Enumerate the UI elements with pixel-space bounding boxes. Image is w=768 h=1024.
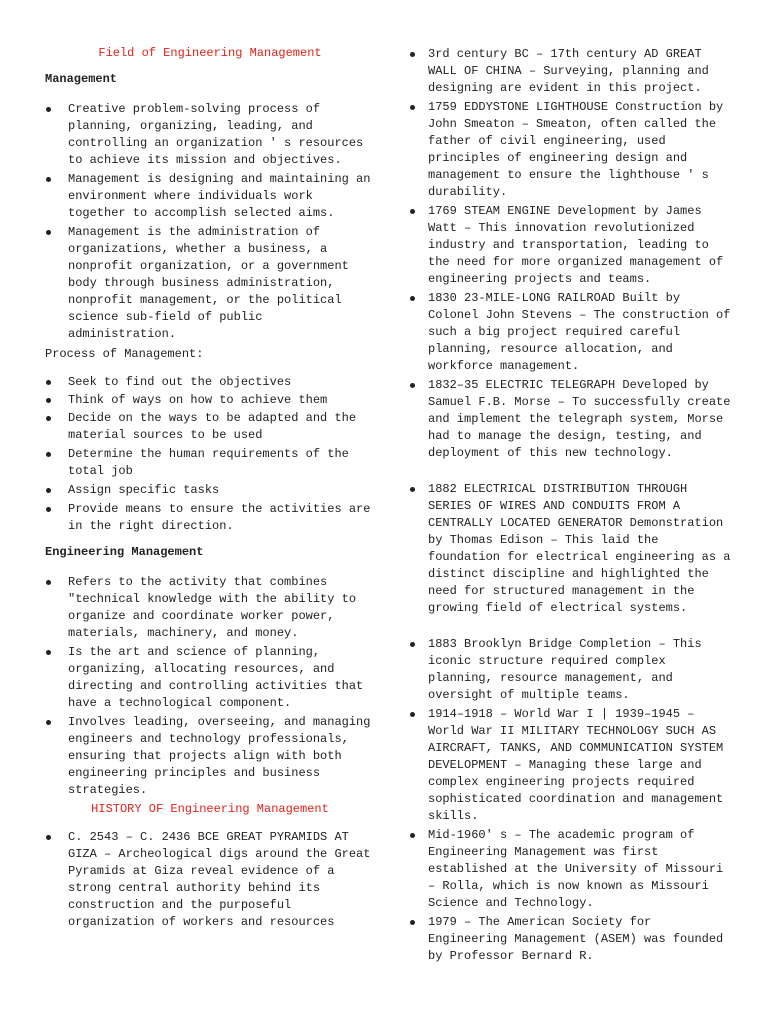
list-item: Decide on the ways to be adapted and the material sources to be used: [45, 410, 375, 444]
list-item: 1769 STEAM ENGINE Development by James Watt – This innovation revolutionized industry and transportation, leading to the need for more organized management of engineering projects and teams.: [409, 203, 731, 288]
list-item: 1914–1918 – World War I | 1939–1945 – World War II MILITARY TECHNOLOGY SUCH AS AIRCRAFT, TANKS, AND COMMUNICATION SYSTEM DEVELOPMENT – Managing these large and complex engineering projects required sophisticated coordination and management skills.: [409, 706, 731, 825]
list-item: 1759 EDDYSTONE LIGHTHOUSE Construction by John Smeaton – Smeaton, often called the father of civil engineering, used principles of engineering design and management to ensure the lighthouse ' s durability.: [409, 99, 731, 201]
list-item: Involves leading, overseeing, and managing engineers and technology professionals, ensuring that projects align with both engineering principles and business strategies.: [45, 714, 375, 799]
list-item: Determine the human requirements of the total job: [45, 446, 375, 480]
management-heading: Management: [45, 72, 118, 86]
engineering-management-heading: Engineering Management: [45, 545, 204, 559]
list-item: Refers to the activity that combines "technical knowledge with the ability to organize and coordinate worker power, materials, machinery, and money.: [45, 574, 375, 642]
process-list: [45, 374, 375, 535]
left-column: [45, 0, 375, 931]
management-list: [45, 101, 375, 343]
engineering-management-list: [45, 574, 375, 799]
list-item: 1882 ELECTRICAL DISTRIBUTION THROUGH SERIES OF WIRES AND CONDUITS FROM A CENTRALLY LOCATED GENERATOR Demonstration by Thomas Edison – This laid the foundation for electrical engineering as a distinct discipline and highlighted the need for structured management in the growing field of electrical systems.: [409, 481, 731, 634]
right-column: [409, 46, 731, 965]
history-list-right: [409, 46, 731, 965]
list-item: 1830 23-MILE-LONG RAILROAD Built by Colonel John Stevens – The construction of such a big project required careful planning, resource allocation, and workforce management.: [409, 290, 731, 375]
list-item: Assign specific tasks: [45, 482, 375, 499]
process-heading: Process of Management:: [45, 347, 204, 361]
list-item: Creative problem-solving process of planning, organizing, leading, and controlling an organization ' s resources to achieve its mission and objectives.: [45, 101, 375, 169]
list-item: Provide means to ensure the activities are in the right direction.: [45, 501, 375, 535]
history-heading: HISTORY OF Engineering Management: [91, 802, 329, 816]
list-item: Think of ways on how to achieve them: [45, 392, 375, 409]
history-list-left: [45, 829, 375, 931]
list-item: 3rd century BC – 17th century AD GREAT WALL OF CHINA – Surveying, planning and designing are evident in this project.: [409, 46, 731, 97]
list-item: Management is the administration of organizations, whether a business, a nonprofit organization, or a government body through business administration, nonprofit management, or the political science sub-field of public administration.: [45, 224, 375, 343]
list-item: 1832–35 ELECTRIC TELEGRAPH Developed by Samuel F.B. Morse – To successfully create and implement the telegraph system, Morse had to manage the design, testing, and deployment of this new technology.: [409, 377, 731, 479]
list-item: Is the art and science of planning, organizing, allocating resources, and directing and controlling activities that have a technological component.: [45, 644, 375, 712]
list-item: Management is designing and maintaining an environment where individuals work together to accomplish selected aims.: [45, 171, 375, 222]
list-item: Seek to find out the objectives: [45, 374, 375, 391]
list-item: C. 2543 – C. 2436 BCE GREAT PYRAMIDS AT GIZA – Archeological digs around the Great Pyramids at Giza reveal evidence of a strong central authority behind its construction and the purposeful organization of workers and resources: [45, 829, 375, 931]
list-item: 1883 Brooklyn Bridge Completion – This iconic structure required complex planning, resource management, and oversight of multiple teams.: [409, 636, 731, 704]
document-title: Field of Engineering Management: [98, 46, 322, 60]
list-item: Mid-1960' s – The academic program of Engineering Management was first established at the University of Missouri – Rolla, which is now known as Missouri Science and Technology.: [409, 827, 731, 912]
list-item: 1979 – The American Society for Engineering Management (ASEM) was founded by Professor Bernard R.: [409, 914, 731, 965]
